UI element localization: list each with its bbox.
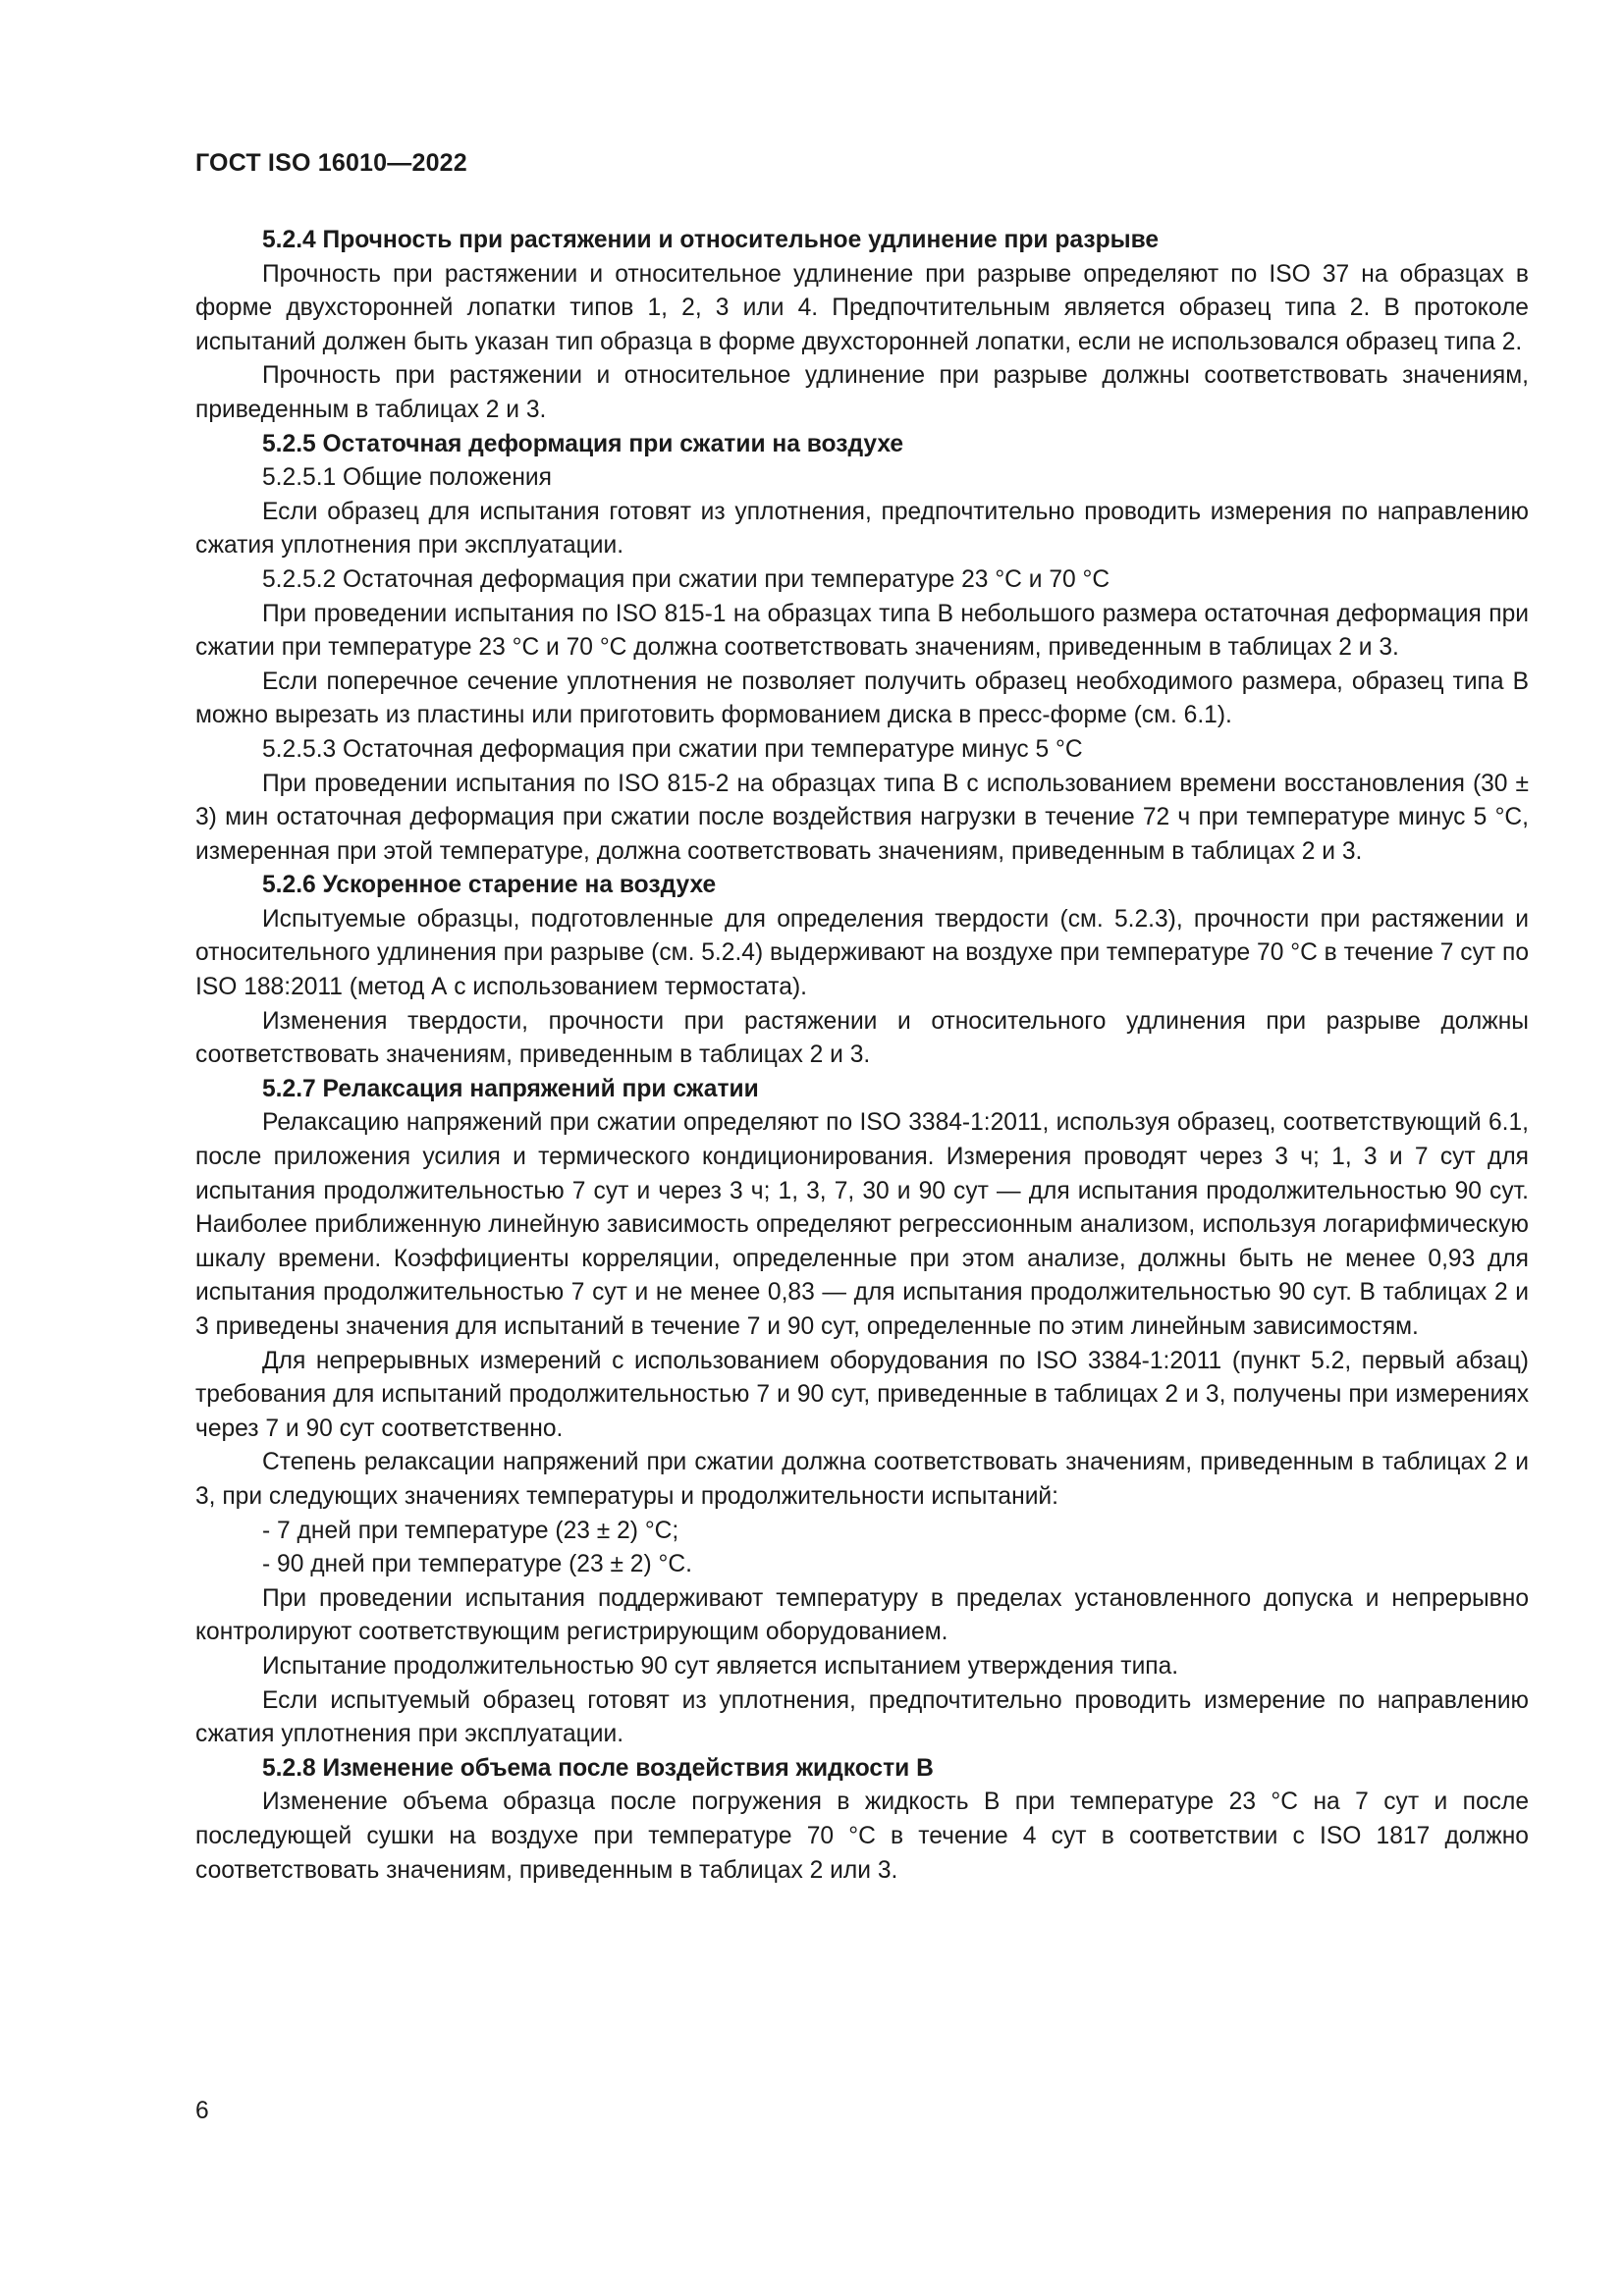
subsection-title: 5.2.5.2 Остаточная деформация при сжатии при температуре 23 °С и 70 °С — [262, 565, 1110, 593]
section-heading: 5.2.8 Изменение объема после воздействия жидкости В — [262, 1754, 934, 1782]
section-heading: 5.2.5 Остаточная деформация при сжатии на воздухе — [262, 430, 904, 457]
paragraph: Для непрерывных измерений с использованием оборудования по ISO 3384-1:2011 (пункт 5.2, первый абзац) требования для испытаний продолжительностью 7 и 90 сут, приведенные в таблицах 2 и 3, получены при измерениях через 7 и 90 сут соответственно. — [195, 1347, 1529, 1442]
section-heading: 5.2.6 Ускоренное старение на воздухе — [262, 872, 717, 899]
paragraph: Испытание продолжительностью 90 сут является испытанием утверждения типа. — [262, 1652, 1179, 1680]
paragraph: Релаксацию напряжений при сжатии определяют по ISO 3384-1:2011, используя образец, соответствующий 6.1, после приложения усилия и термического кондиционирования. Измерения проводят через 3 ч; 1, 3 и 7 сут для испытания продолжительностью 7 сут и через 3 ч; 1, 3, 7, 30 и 90 сут — для испытания продолжительностью 90 сут. Наиболее приближенную линейную зависимость определяют регрессионным анализом, используя логарифмическую шкалу времени. Коэффициенты корреляции, определенные при этом анализе, должны быть не менее 0,93 для испытания продолжительностью 7 сут и не менее 0,83 — для испытания продолжительностью 90 сут. В таблицах 2 и 3 приведены значения для испытаний в течение 7 и 90 сут, определенные по этим линейным зависимостям. — [195, 1109, 1529, 1340]
paragraph: Прочность при растяжении и относительное удлинение при разрыве должны соответствовать значениям, приведенным в таблицах 2 и 3. — [195, 362, 1529, 423]
list-item: - 7 дней при температуре (23 ± 2) °С; — [262, 1517, 679, 1544]
paragraph: Прочность при растяжении и относительное удлинение при разрыве определяют по ISO 37 на образцах в форме двухсторонней лопатки типов 1, 2, 3 или 4. Предпочтительным является образец типа 2. В протоколе испытаний должен быть указан тип образца в форме двухсторонней лопатки, если не использовался образец типа 2. — [195, 260, 1529, 355]
paragraph: При проведении испытания по ISO 815-2 на образцах типа В с использованием времени восстановления (30 ± 3) мин остаточная деформация при сжатии после воздействия нагрузки в течение 72 ч при температуре минус 5 °С, измеренная при этой температуре, должна соответствовать значениям, приведенным в таблицах 2 и 3. — [195, 770, 1529, 865]
paragraph: Испытуемые образцы, подготовленные для определения твердости (см. 5.2.3), прочности при растяжении и относительного удлинения при разрыве (см. 5.2.4) выдерживают на воздухе при температуре 70 °С в течение 7 сут по ISO 188:2011 (метод А с использованием термостата). — [195, 905, 1529, 1001]
list-item: - 90 дней при температуре (23 ± 2) °С. — [262, 1551, 692, 1578]
paragraph: При проведении испытания по ISO 815-1 на образцах типа В небольшого размера остаточная деформация при сжатии при температуре 23 °С и 70 °С должна соответствовать значениям, приведенным в таблицах 2 и 3. — [195, 600, 1529, 662]
paragraph: Степень релаксации напряжений при сжатии должна соответствовать значениям, приведенным в таблицах 2 и 3, при следующих значениях температуры и продолжительности испытаний: — [195, 1449, 1529, 1510]
section-heading: 5.2.4 Прочность при растяжении и относительное удлинение при разрыве — [262, 227, 1160, 253]
section-heading: 5.2.7 Релаксация напряжений при сжатии — [262, 1075, 759, 1102]
subsection-title: 5.2.5.1 Общие положения — [262, 464, 552, 492]
document-body — [195, 224, 1529, 1888]
paragraph: Если образец для испытания готовят из уплотнения, предпочтительно проводить измерения по направлению сжатия уплотнения при эксплуатации. — [195, 498, 1529, 560]
document-header: ГОСТ ISO 16010—2022 — [195, 149, 467, 177]
paragraph: Если поперечное сечение уплотнения не позволяет получить образец необходимого размера, образец типа В можно вырезать из пластины или приготовить формованием диска в пресс-форме (см. 6.1). — [195, 667, 1529, 729]
paragraph: При проведении испытания поддерживают температуру в пределах установленного допуска и непрерывно контролируют соответствующим регистрирующим оборудованием. — [195, 1584, 1529, 1646]
page-number: 6 — [195, 2098, 209, 2124]
paragraph: Изменения твердости, прочности при растяжении и относительного удлинения при разрыве должны соответствовать значениям, приведенным в таблицах 2 и 3. — [195, 1007, 1529, 1069]
subsection-title: 5.2.5.3 Остаточная деформация при сжатии при температуре минус 5 °С — [262, 735, 1083, 763]
paragraph: Если испытуемый образец готовят из уплотнения, предпочтительно проводить измерение по направлению сжатия уплотнения при эксплуатации. — [195, 1686, 1529, 1748]
paragraph: Изменение объема образца после погружения в жидкость В при температуре 23 °С на 7 сут и после последующей сушки на воздухе при температуре 70 °С в течение 4 сут в соответствии с ISO 1817 должно соответствовать значениям, приведенным в таблицах 2 или 3. — [195, 1789, 1529, 1884]
